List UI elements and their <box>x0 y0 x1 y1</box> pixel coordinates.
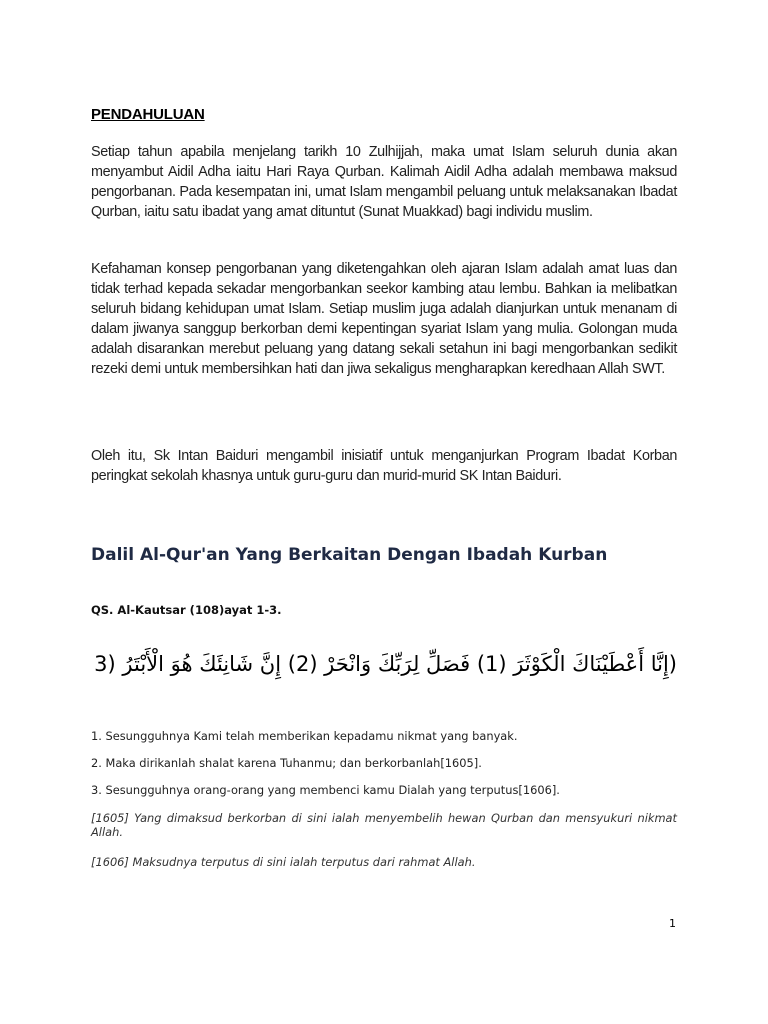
arabic-verse: (إِنَّا أَعْطَيْنَاكَ الْكَوْثَرَ (1) فَصَلِّ لِرَبِّكَ وَانْحَرْ (2) إِنَّ شَانِئَكَ هُوَ الْأَبْتَرُ (3 <box>94 652 677 676</box>
verse-translation-2: 2. Maka dirikanlah shalat karena Tuhanmu; dan berkorbanlah[1605]. <box>91 756 482 770</box>
footnote-1606: [1606] Maksudnya terputus di sini ialah terputus dari rahmat Allah. <box>91 855 476 869</box>
quran-reference: QS. Al-Kautsar (108)ayat 1-3. <box>91 603 282 617</box>
verse-translation-1: 1. Sesungguhnya Kami telah memberikan kepadamu nikmat yang banyak. <box>91 729 518 743</box>
footnote-1605: [1605] Yang dimaksud berkorban di sini ialah menyembelih hewan Qurban dan mensyukuri nikmat Allah. <box>91 811 677 839</box>
verse-translation-3: 3. Sesungguhnya orang-orang yang membenci kamu Dialah yang terputus[1606]. <box>91 783 560 797</box>
page-number: 1 <box>669 917 676 930</box>
section-heading-pendahuluan: PENDAHULUAN <box>91 106 205 123</box>
paragraph-program: Oleh itu, Sk Intan Baiduri mengambil inisiatif untuk menganjurkan Program Ibadat Korban peringkat sekolah khasnya untuk guru-guru dan murid-murid SK Intan Baiduri. <box>91 448 677 484</box>
section-title-dalil: Dalil Al-Qur'an Yang Berkaitan Dengan Ibadah Kurban <box>91 545 608 565</box>
paragraph-concept: Kefahaman konsep pengorbanan yang diketengahkan oleh ajaran Islam adalah amat luas dan tidak terhad kepada sekadar mengorbankan seekor kambing atau lembu. Bahkan ia melibatkan seluruh bidang kehidupan umat Islam. Setiap muslim juga adalah dianjurkan untuk menanam di dalam jiwanya sanggup berkorban demi kepentingan syariat Islam yang mulia. Golongan muda adalah disarankan merebut peluang yang datang sekali setahun ini bagi mengorbankan sedikit rezeki demi untuk membersihkan hati dan jiwa sekaligus mengharapkan keredhaan Allah SWT. <box>91 261 677 377</box>
paragraph-intro: Setiap tahun apabila menjelang tarikh 10 Zulhijjah, maka umat Islam seluruh dunia akan menyambut Aidil Adha iaitu Hari Raya Qurban. Kalimah Aidil Adha adalah membawa maksud pengorbanan. Pada kesempatan ini, umat Islam mengambil peluang untuk melaksanakan Ibadat Qurban, iaitu satu ibadat yang amat dituntut (Sunat Muakkad) bagi individu muslim. <box>91 144 677 220</box>
